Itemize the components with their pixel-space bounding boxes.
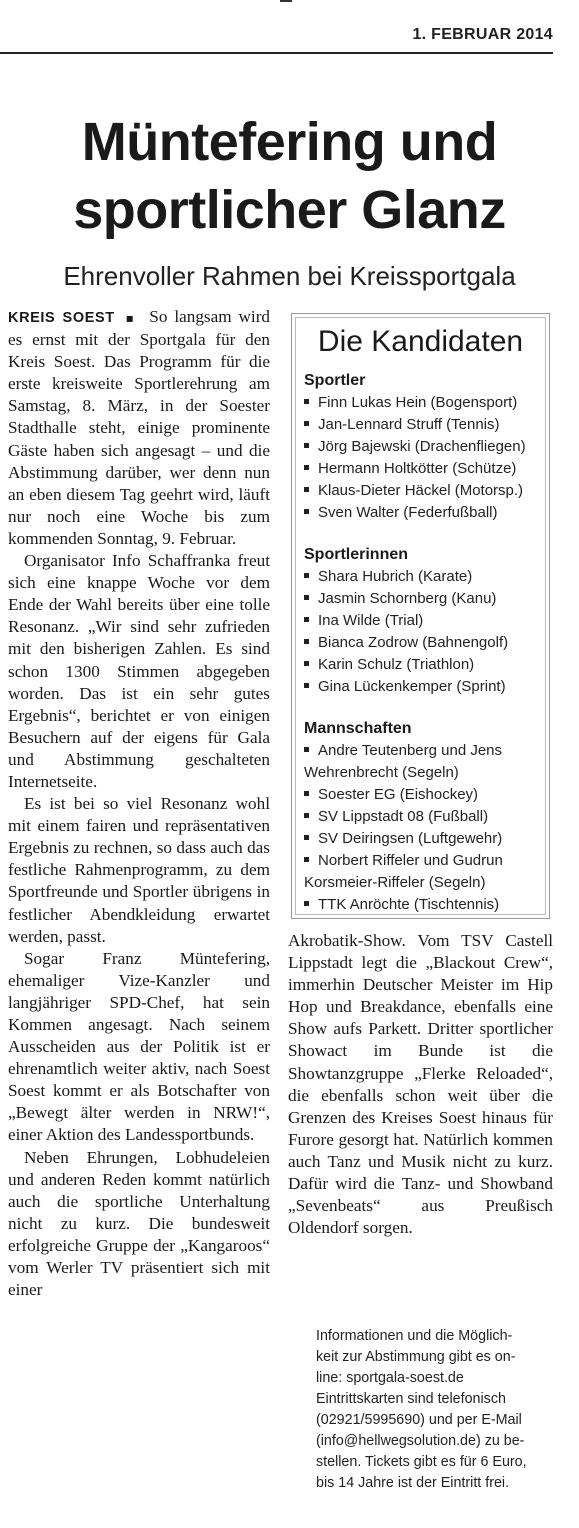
dateline-marker: ▪	[125, 311, 137, 325]
bullet-icon	[304, 901, 309, 906]
candidate-item	[304, 850, 544, 872]
candidate-list	[304, 566, 544, 698]
headline-line-1: Müntefering und	[81, 112, 498, 172]
candidate-name: SV Deiringsen (Luftgewehr)	[318, 830, 503, 847]
headline	[0, 108, 579, 244]
category-sportlerinnen	[304, 544, 544, 698]
candidate-item	[304, 414, 544, 436]
dateline: KREIS SOEST	[8, 310, 115, 326]
candidate-name: TTK Anröchte (Tischtennis)	[318, 896, 500, 913]
bullet-icon	[304, 399, 309, 404]
candidates-box	[291, 313, 550, 919]
header-rule	[0, 52, 553, 54]
article-column-2	[288, 930, 553, 1239]
candidate-item	[304, 502, 544, 524]
bullet-icon	[304, 835, 309, 840]
bullet-icon	[304, 573, 309, 578]
article-column-1	[8, 306, 270, 1301]
candidate-item	[304, 784, 544, 806]
candidate-name: Jasmin Schornberg (Kanu)	[318, 590, 497, 607]
candidate-name: Andre Teutenberg und Jens	[318, 742, 503, 759]
bullet-icon	[304, 813, 309, 818]
info-line: (info@hellwegsolution.de) zu be-	[316, 1433, 525, 1449]
bullet-icon	[304, 421, 309, 426]
article-continuation: Akrobatik-Show. Vom TSV Castell Lippstadt legt die „Blackout Crew“, immerhin Deutscher Meister im Hip Hop und Breakdance, ebenfalls eine Show aufs Parkett. Dritter sportlicher Showact im Bunde ist die Showtanzgruppe „Flerke Reloaded“, die ebenfalls schon weit über die Grenzen des Kreises Soest hinaus für Furore gesorgt hat. Natürlich kommen auch Tanz und Musik nicht zu kurz. Dafür wird die Tanz- und Showband „Sevenbeats“ aus Preußisch Oldendorf sorgen.	[288, 931, 553, 1238]
candidate-list	[304, 740, 544, 916]
candidate-name: Wehrenbrecht (Segeln)	[304, 764, 459, 781]
bullet-icon	[304, 617, 309, 622]
candidate-item	[304, 676, 544, 698]
candidate-name: Gina Lückenkemper (Sprint)	[318, 678, 506, 695]
info-line: (02921/5995690) und per E-Mail	[316, 1412, 522, 1428]
candidate-name: Jörg Bajewski (Drachenfliegen)	[318, 438, 526, 455]
candidates-box-title: Die Kandidaten	[317, 325, 524, 358]
article-paragraph: Sogar Franz Müntefering, ehemaliger Vize-Kanzler und langjähriger SPD-Chef, hat sein Kommen angesagt. Nach seinem Ausscheiden aus der Politik ist er ehrenamtlich weiter aktiv, nach Soest Soest kommt er als Botschafter von „Bewegt älter werden in NRW!“, einer Aktion des Landessportbunds.	[8, 948, 270, 1145]
bullet-icon	[304, 683, 309, 688]
subheadline: Ehrenvoller Rahmen bei Kreissportgala	[63, 261, 516, 291]
info-line: keit zur Abstimmung gibt es on-	[316, 1349, 516, 1365]
bullet-icon	[304, 791, 309, 796]
candidate-item	[304, 740, 544, 762]
bullet-icon	[304, 595, 309, 600]
candidate-name: SV Lippstadt 08 (Fußball)	[318, 808, 489, 825]
candidate-name: Finn Lukas Hein (Bogensport)	[318, 394, 518, 411]
candidate-item-continued	[304, 872, 544, 894]
bullet-icon	[304, 661, 309, 666]
candidate-name: Klaus-Dieter Häckel (Motorsp.)	[318, 482, 524, 499]
candidate-item	[304, 654, 544, 676]
category-sportler	[304, 370, 544, 524]
lead-text: So langsam wird es ernst mit der Sportgala für den Kreis Soest. Das Programm für die erste kreisweite Sportlerehrung am Samstag, 8. März, in der Soester Stadthalle steht, einige prominente Gäste haben sich angesagt – und die Abstimmung darüber, wer denn nun an eben diesem Tag geehrt wird, läuft nur noch eine Woche bis zum kommenden Sonntag, 9. Februar.	[8, 307, 271, 548]
info-line: line: sportgala-soest.de	[316, 1370, 464, 1386]
candidate-item	[304, 458, 544, 480]
lead-paragraph	[8, 306, 270, 550]
candidate-item	[304, 806, 544, 828]
candidate-item	[304, 610, 544, 632]
bullet-icon	[304, 465, 309, 470]
candidate-name: Bianca Zodrow (Bahnengolf)	[318, 634, 509, 651]
candidate-item	[304, 632, 544, 654]
category-mannschaften	[304, 718, 544, 916]
article-paragraph: Neben Ehrungen, Lobhudeleien und anderen Reden kommt natürlich auch die sportliche Unterhaltung nicht zu kurz. Die bundesweit erfolgreiche Gruppe der „Kangaroos“ vom Werler TV präsentiert sich mit einer	[8, 1147, 270, 1300]
candidate-name: Norbert Riffeler und Gudrun	[318, 852, 503, 869]
info-line: Informationen und die Möglich-	[316, 1328, 513, 1344]
category-title: Mannschaften	[304, 720, 412, 737]
info-note	[316, 1326, 561, 1494]
candidate-item	[304, 480, 544, 502]
info-line: Eintrittskarten sind telefonisch	[316, 1391, 506, 1407]
candidate-categories	[304, 370, 544, 936]
candidate-item	[304, 894, 544, 916]
candidate-item	[304, 436, 544, 458]
bullet-icon	[304, 747, 309, 752]
issue-date: 1. FEBRUAR 2014	[412, 26, 553, 43]
bullet-icon	[304, 857, 309, 862]
candidate-item	[304, 392, 544, 414]
candidate-name: Shara Hubrich (Karate)	[318, 568, 473, 585]
bullet-icon	[304, 639, 309, 644]
candidate-name: Jan-Lennard Struff (Tennis)	[318, 416, 500, 433]
candidate-name: Soester EG (Eishockey)	[318, 786, 479, 803]
article-paragraph: Es ist bei so viel Resonanz wohl mit einem fairen und repräsentativen Ergebnis zu rechnen, so dass auch das festliche Rahmenprogramm, zu dem Sportfreunde und Sportler übrigens in festlicher Abendkleidung erwartet werden, passt.	[8, 794, 270, 946]
article-paragraph: Organisator Info Schaffranka freut sich eine knappe Woche vor dem Ende der Wahl bereits über eine tolle Resonanz. „Wir sind sehr zufrieden mit den bisherigen Zahlen. Es sind schon 1300 Stimmen abgegeben worden. Das ist ein sehr gutes Ergebnis“, berichtet er von einigen Besuchern auf der eigens für Gala und Abstimmung geschalteten Internetseite.	[8, 551, 270, 791]
candidate-item	[304, 566, 544, 588]
candidate-name: Sven Walter (Federfußball)	[318, 504, 498, 521]
headline-line-2: sportlicher Glanz	[73, 180, 506, 240]
candidate-list	[304, 392, 544, 524]
candidate-name: Hermann Holtkötter (Schütze)	[318, 460, 517, 477]
info-line: stellen. Tickets gibt es für 6 Euro,	[316, 1454, 527, 1470]
candidate-item	[304, 828, 544, 850]
candidate-item-continued	[304, 762, 544, 784]
candidate-name: Korsmeier-Riffeler (Segeln)	[304, 874, 486, 891]
category-title: Sportler	[304, 372, 366, 389]
category-title: Sportlerinnen	[304, 546, 409, 563]
bullet-icon	[304, 509, 309, 514]
info-line: bis 14 Jahre ist der Eintritt frei.	[316, 1475, 510, 1491]
candidate-item	[304, 588, 544, 610]
bullet-icon	[304, 487, 309, 492]
candidate-name: Ina Wilde (Trial)	[318, 612, 424, 629]
top-crop-mark	[280, 0, 292, 2]
candidate-name: Karin Schulz (Triathlon)	[318, 656, 475, 673]
bullet-icon	[304, 443, 309, 448]
